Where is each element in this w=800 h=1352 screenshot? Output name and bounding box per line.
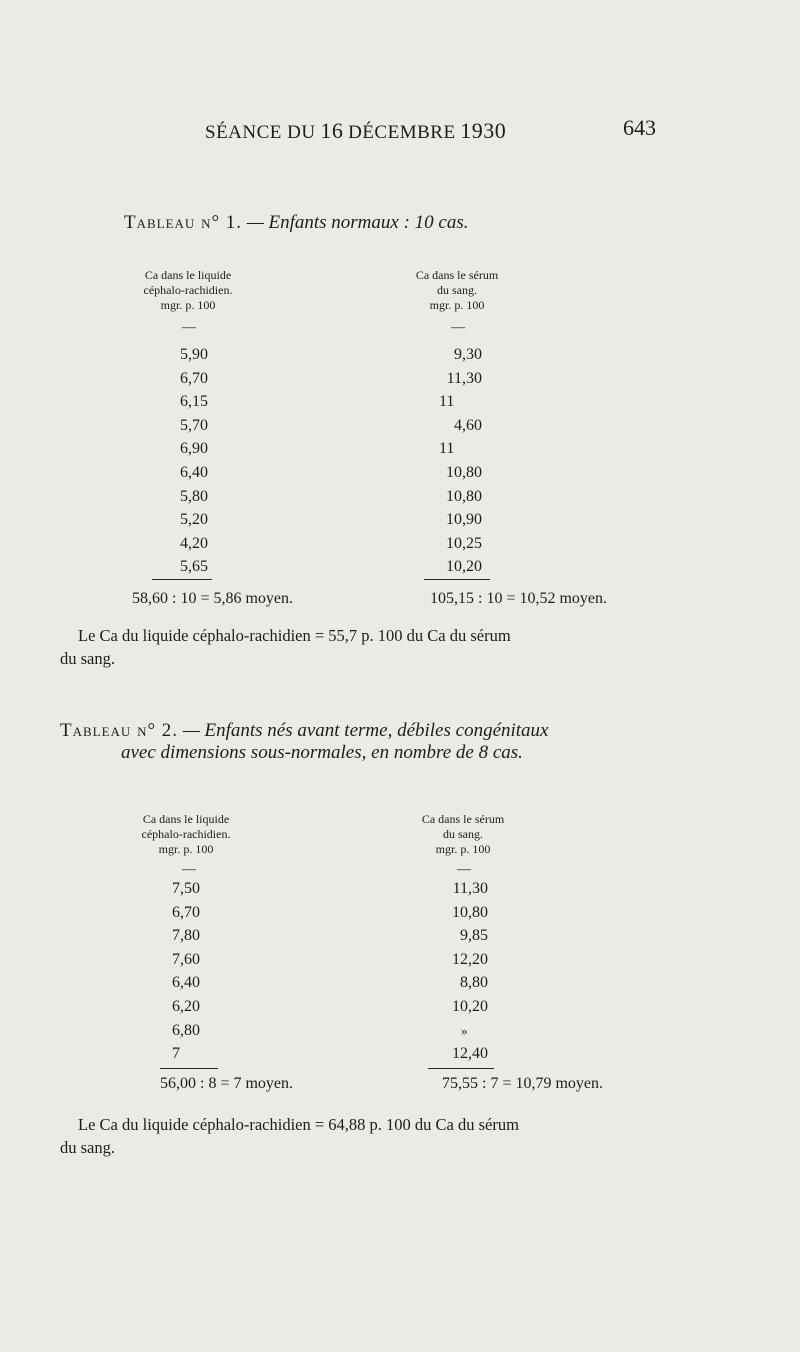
table1-note-line: Le Ca du liquide céphalo-rachidien = 55,7 p. 100 du Ca du sérum [78, 626, 511, 645]
table1-col1-cell: 5,70 [180, 416, 208, 434]
table1-total1: 58,60 : 10 = 5,86 moyen. [132, 590, 294, 607]
table1-label: Tableau n° 1. [124, 212, 243, 233]
table1-col1-cell: 6,15 [180, 393, 208, 411]
table1-col1-header-line: céphalo-rachidien. [143, 283, 233, 297]
table1-col2-header-line: mgr. p. 100 [429, 298, 485, 312]
table1-col2-dash: — [451, 320, 465, 335]
table2-col2-cell: 12,40 [452, 1045, 488, 1063]
running-head-month: DÉCEMBRE [348, 122, 456, 143]
table2-col2-cell: » [461, 1022, 468, 1038]
table1-col1-cell: 4,20 [180, 534, 208, 552]
table2-col1-header-line: céphalo-rachidien. [141, 827, 231, 841]
table2-col1-values [172, 877, 232, 1066]
running-head-year: 1930 [460, 118, 507, 143]
running-head-seance: SÉANCE DU [205, 122, 316, 143]
table2-col1-cell: 6,80 [172, 1021, 200, 1039]
table2-col1-cell: 7,50 [172, 880, 200, 897]
table1-note [60, 624, 511, 670]
table1-col2-values [420, 343, 482, 579]
table1-col2-header-line: Ca dans le sérum [415, 268, 499, 282]
table2-col1-cell: 7,60 [172, 950, 200, 968]
table1-col1-cell: 5,80 [180, 487, 208, 505]
table2-col1-header-line: mgr. p. 100 [158, 842, 214, 856]
table1-col2-cell: 11 [439, 440, 455, 458]
table1-caption: — Enfants normaux : 10 cas. [246, 212, 469, 233]
running-head-day: 16 [320, 118, 344, 143]
table2-title [60, 720, 549, 764]
table2-col2-header-line: du sang. [443, 827, 483, 841]
table2-note-line: du sang. [60, 1138, 115, 1157]
table1-col2-header [392, 268, 522, 313]
table1-col1-cell: 5,20 [180, 511, 208, 529]
table1-col2-cell: 9,30 [454, 346, 482, 363]
table2-col1-cell: 6,70 [172, 903, 200, 921]
table1-col2-cell: 4,60 [454, 416, 482, 434]
table1-col1-dash: — [182, 320, 196, 335]
table2-col1-rule [160, 1068, 218, 1069]
table2-col2-header-line: mgr. p. 100 [435, 842, 491, 856]
table2-col1-header [116, 812, 256, 857]
table1-col2-cell: 10,25 [446, 534, 482, 552]
table2-label: Tableau n° 2. [60, 720, 179, 741]
table2-col2-header-line: Ca dans le sérum [421, 812, 505, 826]
table2-col2-cell: 10,20 [452, 997, 488, 1015]
table1-note-line: du sang. [60, 649, 115, 668]
table2-col2-cell: 11,30 [452, 880, 488, 897]
table1-col2-cell: 10,80 [446, 487, 482, 505]
table2-col2-rule [428, 1068, 494, 1069]
table1-col2-cell: 10,90 [446, 511, 482, 529]
table1-col2-cell: 10,20 [446, 558, 482, 576]
table2-total1: 56,00 : 8 = 7 moyen. [160, 1075, 294, 1092]
table1-col1-cell: 6,70 [180, 369, 208, 387]
table1-col1-cell: 6,90 [180, 440, 208, 458]
table2-col2-cell: 12,20 [452, 950, 488, 968]
table1-col1-rule [152, 579, 212, 580]
table1-col2-rule [424, 579, 490, 580]
table1-col1-cell: 6,40 [180, 463, 208, 481]
table1-col1-cell: 5,90 [180, 346, 208, 363]
table2-col1-dash: — [182, 862, 196, 877]
table1-col1-header-line: Ca dans le liquide [144, 268, 232, 282]
table1-col2-cell: 11,30 [446, 369, 482, 387]
table2-col2-cell: 9,85 [460, 927, 488, 945]
table2-col1-cell: 6,20 [172, 997, 200, 1015]
table2-col2-cell: 10,80 [452, 903, 488, 921]
table2-total2: 75,55 : 7 = 10,79 moyen. [442, 1075, 604, 1092]
table1-col1-header [118, 268, 258, 313]
table2-col2-dash: — [457, 862, 471, 877]
page-number: 643 [623, 115, 656, 140]
table1-col2-cell: 10,80 [446, 463, 482, 481]
table1-col1-header-line: mgr. p. 100 [160, 298, 216, 312]
table2-col2-header [398, 812, 528, 857]
table2-col1-cell: 7,80 [172, 927, 200, 945]
table2-col2-cell: 8,80 [460, 974, 488, 992]
table2-caption-line2: avec dimensions sous-normales, en nombre de 8 cas. [121, 742, 523, 763]
table2-col1-cell: 7 [172, 1045, 180, 1063]
table2-note-line: Le Ca du liquide céphalo-rachidien = 64,88 p. 100 du Ca du sérum [78, 1115, 519, 1134]
table1-col1-cell: 5,65 [180, 558, 208, 576]
table1-col2-header-line: du sang. [437, 283, 477, 297]
table1-col2-cell: 11 [439, 393, 455, 411]
table1-col1-values [150, 343, 208, 579]
table2-caption-line1: — Enfants nés avant terme, débiles congénitaux [182, 720, 549, 741]
running-head [205, 118, 506, 144]
table1-total2: 105,15 : 10 = 10,52 moyen. [430, 590, 608, 607]
table2-col1-cell: 6,40 [172, 974, 200, 992]
table1-title [124, 212, 468, 234]
table2-col1-header-line: Ca dans le liquide [142, 812, 230, 826]
table2-note [60, 1113, 519, 1159]
table2-col2-values [428, 877, 488, 1066]
